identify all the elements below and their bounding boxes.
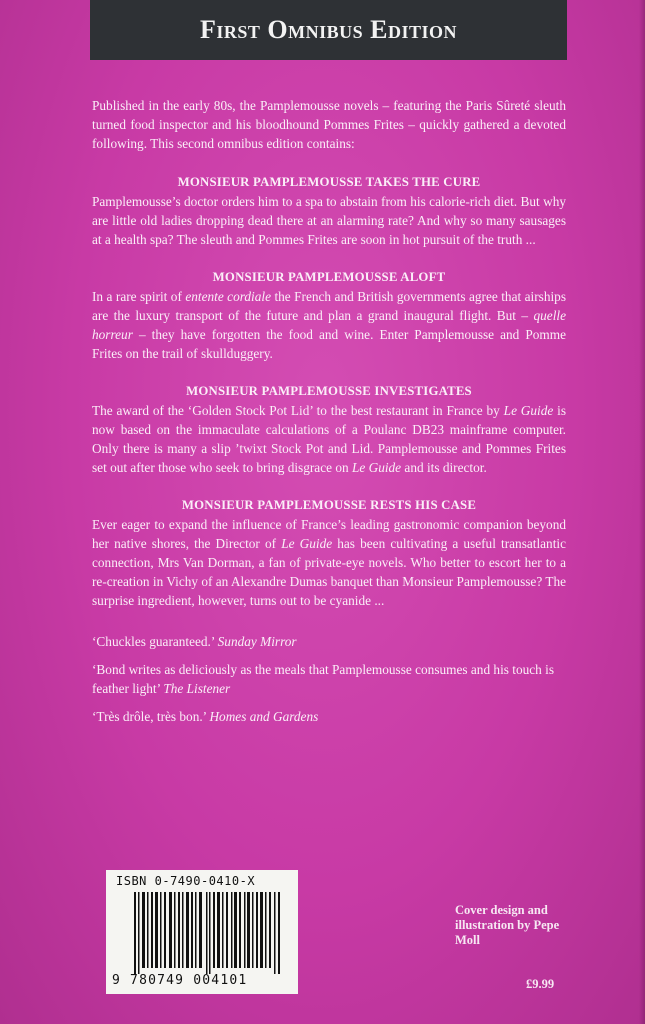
section-body: Ever eager to expand the influence of France’s leading gastronomic companion beyond her native shores, the Director of Le Guide has been cultivating a useful transatlantic connection, Mrs Van Dorman, a fan of private-eye novels. Who better to escort her to a re-creation in Vichy of an Alexandre Dumas banquet than Monsieur Pamplemousse? The surprise ingredient, however, turns out to be cyanide ... xyxy=(92,517,566,608)
section-takes-the-cure xyxy=(92,173,566,249)
review-quote: ‘Chuckles guaranteed.’ Sunday Mirror xyxy=(92,634,297,649)
section-aloft xyxy=(92,268,566,363)
section-title: MONSIEUR PAMPLEMOUSSE INVESTIGATES xyxy=(186,384,472,398)
barcode-bars xyxy=(134,892,284,974)
edition-banner: First Omnibus Edition xyxy=(90,0,567,60)
isbn-label: ISBN 0-7490-0410-X xyxy=(116,874,256,888)
review-quote: ‘Bond writes as deliciously as the meals that Pamplemousse consumes and his touch is feather light’ The Listener xyxy=(92,662,554,696)
credit-line: illustration by Pepe Moll xyxy=(455,918,560,947)
section-body: The award of the ‘Golden Stock Pot Lid’ to the best restaurant in France by Le Guide is now based on the immaculate calculations of a Poulanc DB23 mainframe computer. Only there is many a slip ’twixt Stock Pot and Lid. Pamplemousse and Pommes Frites set out after those who seek to bring disgrace on Le Guide and its director. xyxy=(92,403,566,475)
price-label: £9.99 xyxy=(526,977,555,991)
ean-number: 9 780749 004101 xyxy=(112,973,248,988)
cover-credit xyxy=(455,903,575,948)
review-quotes xyxy=(92,632,566,726)
section-title: MONSIEUR PAMPLEMOUSSE TAKES THE CURE xyxy=(177,175,481,189)
section-title: MONSIEUR PAMPLEMOUSSE ALOFT xyxy=(212,270,446,284)
section-body: In a rare spirit of entente cordiale the French and British governments agree that airships are the luxury transport of the future and plan a grand inaugural flight. But – quelle horreur – they have forgotten the food and wine. Enter Pamplemousse and Pomme Frites on the trail of skullduggery. xyxy=(92,289,566,361)
blurb-content xyxy=(92,96,566,735)
section-investigates xyxy=(92,382,566,477)
section-rests-his-case xyxy=(92,496,566,610)
section-body: Pamplemousse’s doctor orders him to a spa to abstain from his calorie-rich diet. But why are little old ladies dropping dead there at an alarming rate? And why so many sausages at a health spa? The sleuth and Pommes Frites are soon in hot pursuit of the truth ... xyxy=(92,194,566,247)
isbn-barcode xyxy=(106,870,298,994)
section-title: MONSIEUR PAMPLEMOUSSE RESTS HIS CASE xyxy=(181,498,477,512)
cover-edge-shadow xyxy=(639,0,645,1024)
review-quote: ‘Très drôle, très bon.’ Homes and Gardens xyxy=(92,709,319,724)
intro-paragraph: Published in the early 80s, the Pamplemousse novels – featuring the Paris Sûreté sleuth turned food inspector and his bloodhound Pommes Frites – quickly gathered a devoted following. This second omnibus edition contains: xyxy=(92,98,566,151)
credit-line: Cover design and xyxy=(455,903,548,917)
